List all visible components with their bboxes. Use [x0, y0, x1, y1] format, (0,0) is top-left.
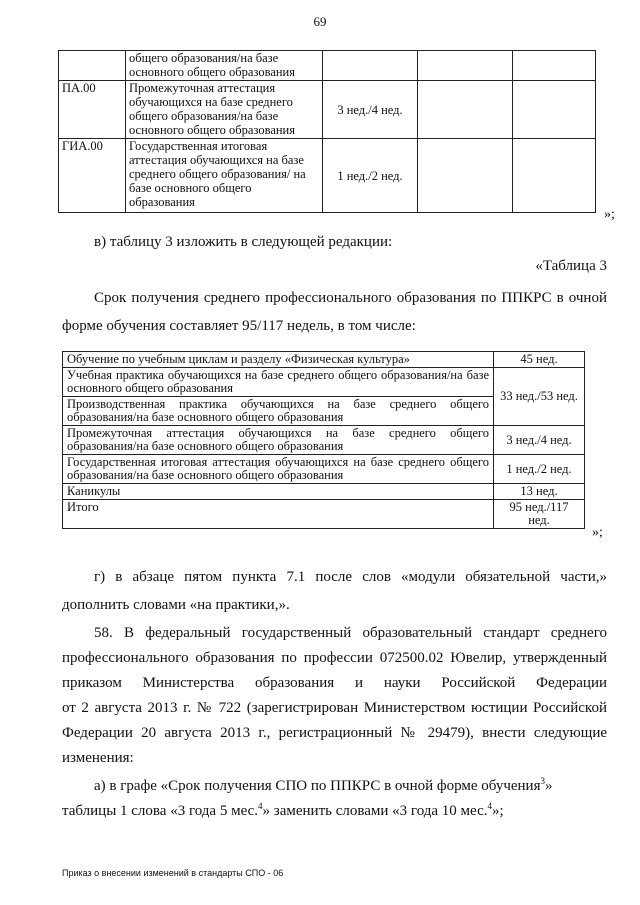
- paragraph-a-line-2: [62, 801, 504, 821]
- row-name: общего образования/на базе основного общего образования: [126, 51, 323, 81]
- table-row: [63, 484, 585, 500]
- empty-cell: [513, 81, 596, 139]
- row-label: Обучение по учебным циклам и разделу «Физическая культура»: [63, 352, 494, 368]
- table-row: [63, 426, 585, 455]
- table-3-caption: «Таблица 3: [535, 258, 607, 274]
- empty-cell: [418, 81, 513, 139]
- paragraph-a-text: »;: [492, 803, 504, 819]
- table-row: [63, 455, 585, 484]
- paragraph-58-line-3: приказом Министерства образования и науки Российской Федерации: [62, 675, 607, 691]
- row-label: Итого: [63, 500, 494, 529]
- empty-cell: [513, 139, 596, 213]
- empty-cell: [513, 51, 596, 81]
- table-row: [63, 500, 585, 529]
- row-value: 3 нед./4 нед.: [323, 81, 418, 139]
- row-label: Промежуточная аттестация обучающихся на базе среднего общего образования/на базе основного общего образования: [63, 426, 494, 455]
- row-label: Каникулы: [63, 484, 494, 500]
- table-row: [63, 352, 585, 368]
- paragraph-a-text: таблицы 1 слова «3 года 5 мес.: [62, 803, 259, 819]
- table-3-closing-quote: »;: [592, 525, 603, 540]
- row-label: Производственная практика обучающихся на базе среднего общего образования/на базе основного общего образования: [63, 397, 494, 426]
- row-label: Государственная итоговая аттестация обучающихся на базе среднего общего образования/на базе основного общего образования: [63, 455, 494, 484]
- footnote-ref: 4: [487, 801, 492, 811]
- paragraph-g-line-2: дополнить словами «на практики,».: [62, 597, 290, 613]
- table-1-continuation: [58, 50, 596, 213]
- row-code: [59, 51, 126, 81]
- footnote-ref: 4: [258, 801, 263, 811]
- row-label: Учебная практика обучающихся на базе среднего общего образования/на базе основного общего образования: [63, 368, 494, 397]
- row-value: [323, 51, 418, 81]
- table-row: [59, 81, 596, 139]
- row-code: ПА.00: [59, 81, 126, 139]
- row-value: 95 нед./117 нед.: [494, 500, 585, 529]
- paragraph-58-line-6: изменения:: [62, 750, 134, 766]
- page-number: 69: [313, 14, 327, 29]
- row-name: Промежуточная аттестация обучающихся на базе среднего общего образования/на базе основного общего образования: [126, 81, 323, 139]
- paragraph-v: в) таблицу 3 изложить в следующей редакции:: [94, 234, 393, 250]
- table-row: [59, 51, 596, 81]
- table-1-closing-quote: »;: [604, 207, 615, 222]
- page-footer: Приказ о внесении изменений в стандарты СПО - 06: [62, 868, 284, 878]
- paragraph-a-quote: »: [544, 778, 553, 794]
- paragraph-58-line-5: Федерации 20 августа 2013 г., регистрационный № 29479), внести следующие: [62, 725, 607, 741]
- paragraph-g-line-1: г) в абзаце пятом пункта 7.1 после слов «модули обязательной части,»: [94, 569, 607, 585]
- row-value: 1 нед./2 нед.: [494, 455, 585, 484]
- table-row: [59, 139, 596, 213]
- row-name: Государственная итоговая аттестация обучающихся на базе среднего общего образования/ на базе основного общего образования: [126, 139, 323, 213]
- row-code: ГИА.00: [59, 139, 126, 213]
- paragraph-58-line-4: от 2 августа 2013 г. № 722 (зарегистрирован Министерством юстиции Российской: [62, 700, 607, 716]
- paragraph-a-text: а) в графе «Срок получения СПО по ППКРС в очной форме обучения: [94, 778, 541, 794]
- row-value-practice: 33 нед./53 нед.: [494, 368, 585, 426]
- table-row: [63, 368, 585, 397]
- row-value: 3 нед./4 нед.: [494, 426, 585, 455]
- paragraph-srok-line-1: Срок получения среднего профессионального образования по ППКРС в очной: [94, 290, 607, 306]
- paragraph-srok-line-2: форме обучения составляет 95/117 недель, в том числе:: [62, 318, 416, 334]
- row-value: 13 нед.: [494, 484, 585, 500]
- empty-cell: [418, 51, 513, 81]
- row-value: 1 нед./2 нед.: [323, 139, 418, 213]
- table-3: [62, 351, 585, 529]
- paragraph-a-text: » заменить словами «3 года 10 мес.: [262, 803, 488, 819]
- row-value: 45 нед.: [494, 352, 585, 368]
- footnote-ref: 3: [540, 776, 545, 786]
- paragraph-58-line-1: 58. В федеральный государственный образовательный стандарт среднего: [94, 625, 607, 641]
- paragraph-a-line-1: [94, 776, 607, 796]
- empty-cell: [418, 139, 513, 213]
- paragraph-58-line-2: профессионального образования по профессии 072500.02 Ювелир, утвержденный: [62, 650, 607, 666]
